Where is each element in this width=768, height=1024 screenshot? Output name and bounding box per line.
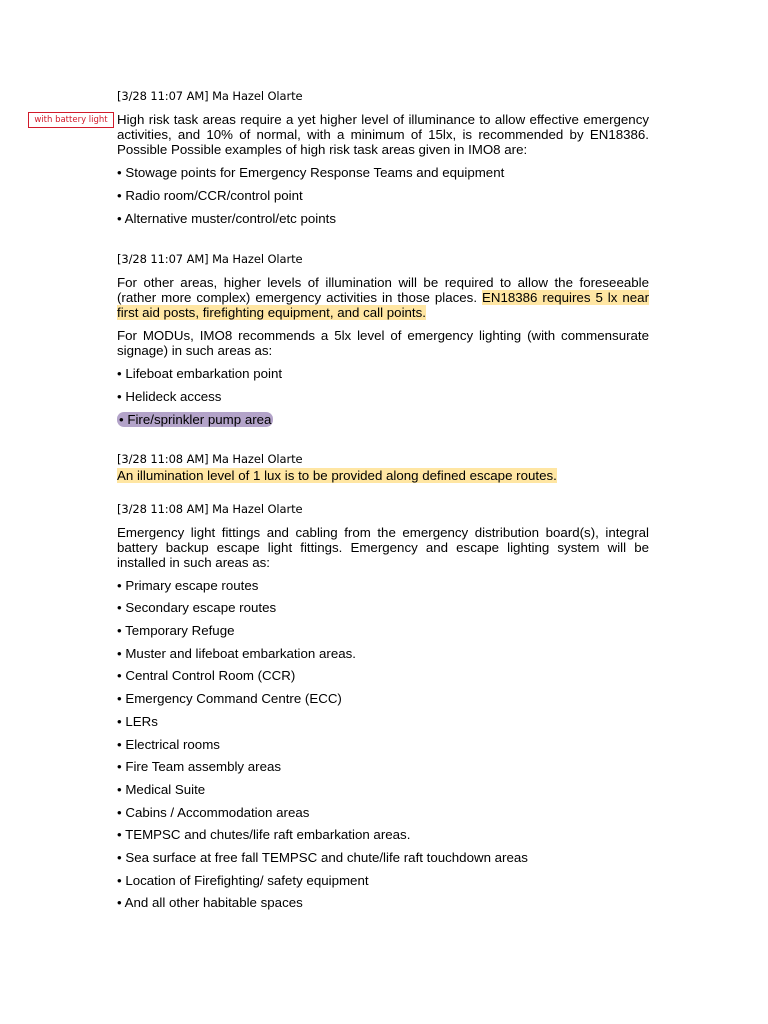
list-item: • Lifeboat embarkation point (117, 366, 283, 381)
list-item: • Fire Team assembly areas (117, 759, 282, 774)
list-item: • Medical Suite (117, 782, 206, 797)
message-paragraph (117, 275, 649, 321)
message-paragraph: Emergency light fittings and cabling from the emergency distribution board(s), integral battery backup escape light fittings. Emergency and escape lighting system will be installed in such areas as: (117, 525, 649, 571)
list-item: • Cabins / Accommodation areas (117, 805, 310, 820)
highlighted-text: • Fire/sprinkler pump area (119, 412, 272, 427)
paragraph-text: For other areas, higher levels of illumination will be required to allow the foreseeable (rather more complex) emergency activities in those places. (117, 275, 649, 306)
list-item: • Primary escape routes (117, 578, 259, 593)
message-header: [3/28 11:07 AM] Ma Hazel Olarte (117, 252, 303, 266)
margin-comment-annotation[interactable]: with battery light (28, 112, 114, 128)
list-item: • Radio room/CCR/control point (117, 188, 303, 203)
list-item: • LERs (117, 714, 158, 729)
message-header: [3/28 11:08 AM] Ma Hazel Olarte (117, 452, 303, 466)
list-item: • Helideck access (117, 389, 222, 404)
message-header: [3/28 11:08 AM] Ma Hazel Olarte (117, 502, 303, 516)
list-item: • TEMPSC and chutes/life raft embarkation areas. (117, 827, 411, 842)
highlighted-text: An illumination level of 1 lux is to be provided along defined escape routes. (117, 468, 557, 483)
message-paragraph (117, 468, 557, 483)
list-item: • Electrical rooms (117, 737, 220, 752)
list-item: • Central Control Room (CCR) (117, 668, 296, 683)
list-item: • Secondary escape routes (117, 600, 277, 615)
list-item: • Sea surface at free fall TEMPSC and chute/life raft touchdown areas (117, 850, 528, 865)
list-item: • Temporary Refuge (117, 623, 235, 638)
list-item: • Location of Firefighting/ safety equipment (117, 873, 369, 888)
list-item: • Emergency Command Centre (ECC) (117, 691, 342, 706)
message-header: [3/28 11:07 AM] Ma Hazel Olarte (117, 89, 303, 103)
list-item (117, 412, 273, 427)
message-paragraph: For MODUs, IMO8 recommends a 5lx level of emergency lighting (with commensurate signage) in such areas as: (117, 328, 649, 359)
list-item: • Stowage points for Emergency Response Teams and equipment (117, 165, 505, 180)
highlighted-text: EN18386 requires 5 lx near first aid posts, firefighting equipment, and call points. (117, 290, 650, 321)
list-item: • And all other habitable spaces (117, 895, 303, 910)
list-item: • Alternative muster/control/etc points (117, 211, 336, 226)
list-item: • Muster and lifeboat embarkation areas. (117, 646, 356, 661)
message-paragraph: High risk task areas require a yet higher level of illuminance to allow effective emergency activities, and 10% of normal, with a minimum of 15lx, is recommended by EN18386. Possible Possible examples of high risk task areas given in IMO8 are: (117, 112, 649, 158)
